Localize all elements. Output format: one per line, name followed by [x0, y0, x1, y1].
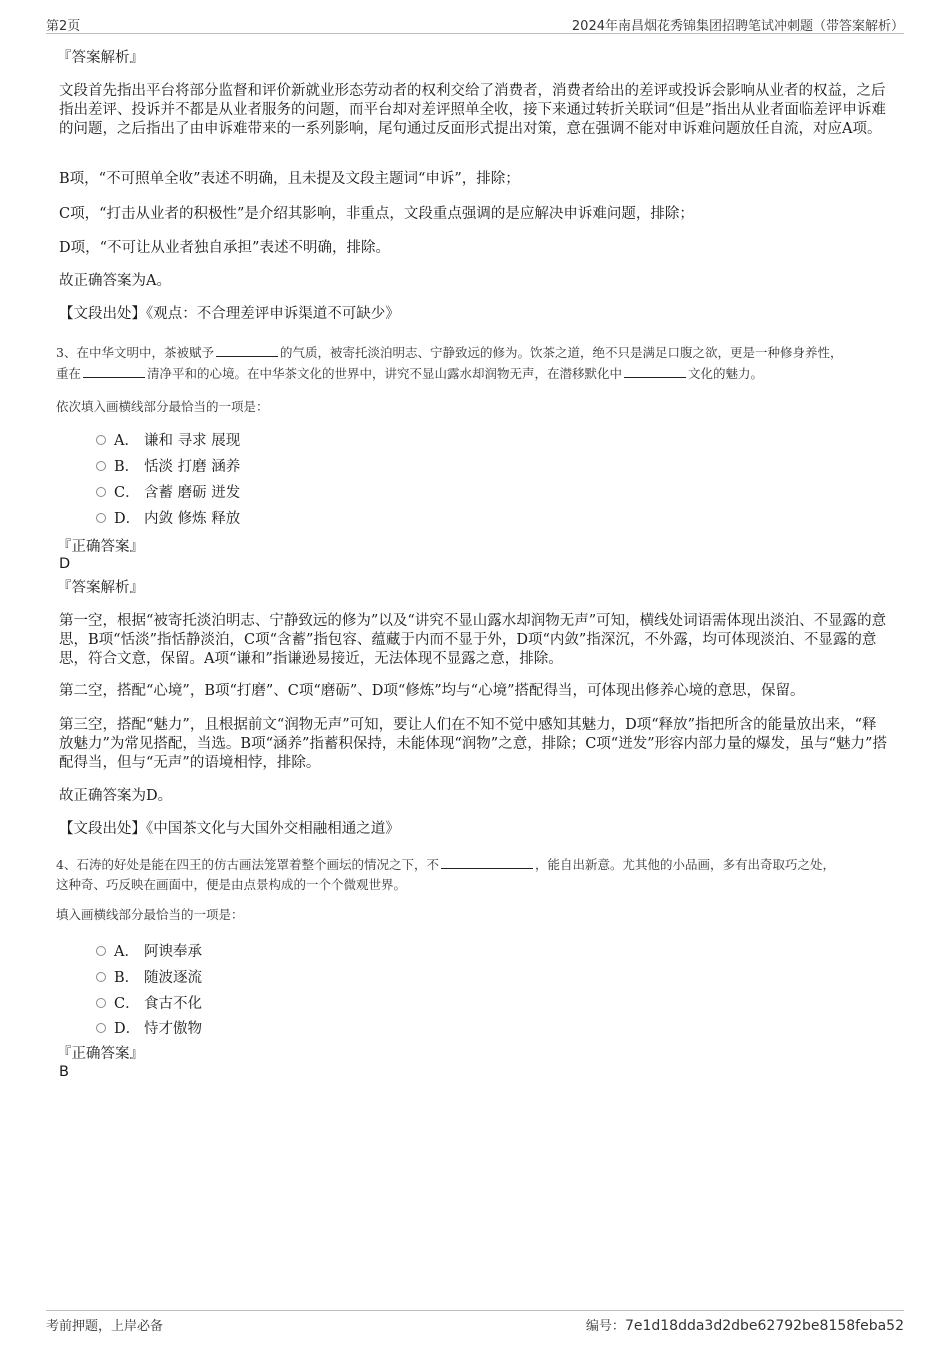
fill-blank [624, 363, 686, 378]
footer-slogan: 考前押题，上岸必备 [46, 1319, 164, 1334]
page-header [46, 13, 904, 34]
q2-option-b-analysis: B项，“不可照单全收”表述不明确，且未提及文段主题词“申诉”，排除； [59, 171, 520, 187]
q4-option-c[interactable]: C． 食古不化 [96, 994, 202, 1014]
q4-answer-heading: 『正确答案』 [57, 1046, 144, 1062]
q3-analysis-para-1: 第一空，根据“被寄托淡泊明志、宁静致远的修为”以及“讲究不显山露水却润物无声”可知，横线处词语需体现出淡泊、不显露的意思，B项“恬淡”指恬静淡泊，C项“含蓄”指包容、蕴藏于内而不显于外，D项“内敛”指深沉，不外露，均可体现淡泊、不显露的意思，符合文意，保留。A项“谦和”指谦逊易接近，无法体现不显露之意，排除。 [59, 613, 887, 667]
q3-option-c[interactable]: C． 含蓄 磨砺 迸发 [96, 483, 240, 503]
q4-option-d[interactable]: D． 恃才傲物 [96, 1019, 202, 1039]
radio-icon[interactable] [96, 461, 106, 471]
page-footer [46, 1310, 904, 1335]
radio-icon[interactable] [96, 1023, 106, 1033]
q3-analysis-para-3: 第三空，搭配“魅力”，且根据前文“润物无声”可知，要让人们在不知不觉中感知其魅力，D项“释放”指把所含的能量放出来，“释放魅力”为常见搭配，当选。B项“涵养”指蓄积保持，未能体现“润物”之意，排除；C项“迸发”形容内部力量的爆发，虽与“魅力”搭配得当，但与“无声”的语境相悖，排除。 [59, 717, 887, 771]
q3-stem: 3、在中华文明中，茶被赋予 的气质，被寄托淡泊明志、宁静致远的修为。饮茶之道，绝不只是满足口腹之欲，更是一种修身养性， 重在 清净平和的心境。在中华茶文化的世界中，讲究不显山露水却润物无声，在潜移默化中 文化的魅力。 [56, 342, 896, 384]
document-title: 2024年南昌烟花秀锦集团招聘笔试冲刺题（带答案解析） [571, 19, 904, 34]
q2-analysis-para: 文段首先指出平台将部分监督和评价新就业形态劳动者的权利交给了消费者，消费者给出的差评或投诉会影响从业者的权益，之后指出差评、投诉并不都是从业者服务的问题，而平台却对差评照单全收，接下来通过转折关联词“但是”指出从业者面临差评申诉难的问题，之后指出了由申诉难带来的一系列影响，尾句通过反面形式提出对策，意在强调不能对申诉难问题放任自流，对应A项。 [59, 83, 886, 137]
q3-analysis-heading: 『答案解析』 [57, 580, 144, 596]
q3-answer: D [59, 556, 71, 572]
q3-source: 【文段出处】《中国茶文化与大国外交相融相通之道》 [59, 821, 400, 837]
q3-instruction: 依次填入画横线部分最恰当的一项是： [56, 399, 269, 414]
q2-option-d-analysis: D项，“不可让从业者独自承担”表述不明确，排除。 [59, 240, 390, 256]
q2-option-c-analysis: C项，“打击从业者的积极性”是介绍其影响，非重点，文段重点强调的是应解决申诉难问题，排除； [59, 206, 694, 222]
fill-blank [441, 854, 533, 869]
fill-blank [216, 342, 278, 357]
document-code: 编号：7e1d18dda3d2dbe62792be8158feba52 [585, 1318, 904, 1334]
q4-instruction: 填入画横线部分最恰当的一项是： [56, 907, 244, 922]
q4-answer: B [59, 1064, 69, 1080]
q2-source: 【文段出处】《观点：不合理差评申诉渠道不可缺少》 [59, 306, 400, 322]
radio-icon[interactable] [96, 998, 106, 1008]
fill-blank [83, 363, 145, 378]
radio-icon[interactable] [96, 487, 106, 497]
q3-analysis-para-2: 第二空，搭配“心境”，B项“打磨”、C项“磨砺”、D项“修炼”均与“心境”搭配得当，可体现出修养心境的意思，保留。 [59, 683, 805, 699]
radio-icon[interactable] [96, 972, 106, 982]
radio-icon[interactable] [96, 946, 106, 956]
radio-icon[interactable] [96, 435, 106, 445]
q4-option-a[interactable]: A． 阿谀奉承 [96, 942, 202, 962]
q3-conclusion: 故正确答案为D。 [59, 788, 173, 804]
q3-option-d[interactable]: D． 内敛 修炼 释放 [96, 509, 240, 529]
q2-conclusion: 故正确答案为A。 [59, 273, 171, 289]
q3-option-b[interactable]: B． 恬淡 打磨 涵养 [96, 457, 240, 477]
q3-option-a[interactable]: A． 谦和 寻求 展现 [96, 431, 240, 451]
q3-answer-heading: 『正确答案』 [57, 539, 144, 555]
radio-icon[interactable] [96, 513, 106, 523]
q4-stem: 4、石涛的好处是能在四王的仿古画法笼罩着整个画坛的情况之下，不 ，能自出新意。尤其他的小品画，多有出奇取巧之处， 这种奇、巧反映在画面中，便是由点景构成的一个个微观世界。 [56, 854, 896, 895]
page-number: 第2页 [46, 19, 81, 34]
q4-option-b[interactable]: B． 随波逐流 [96, 968, 202, 988]
q2-analysis-heading: 『答案解析』 [57, 50, 144, 66]
